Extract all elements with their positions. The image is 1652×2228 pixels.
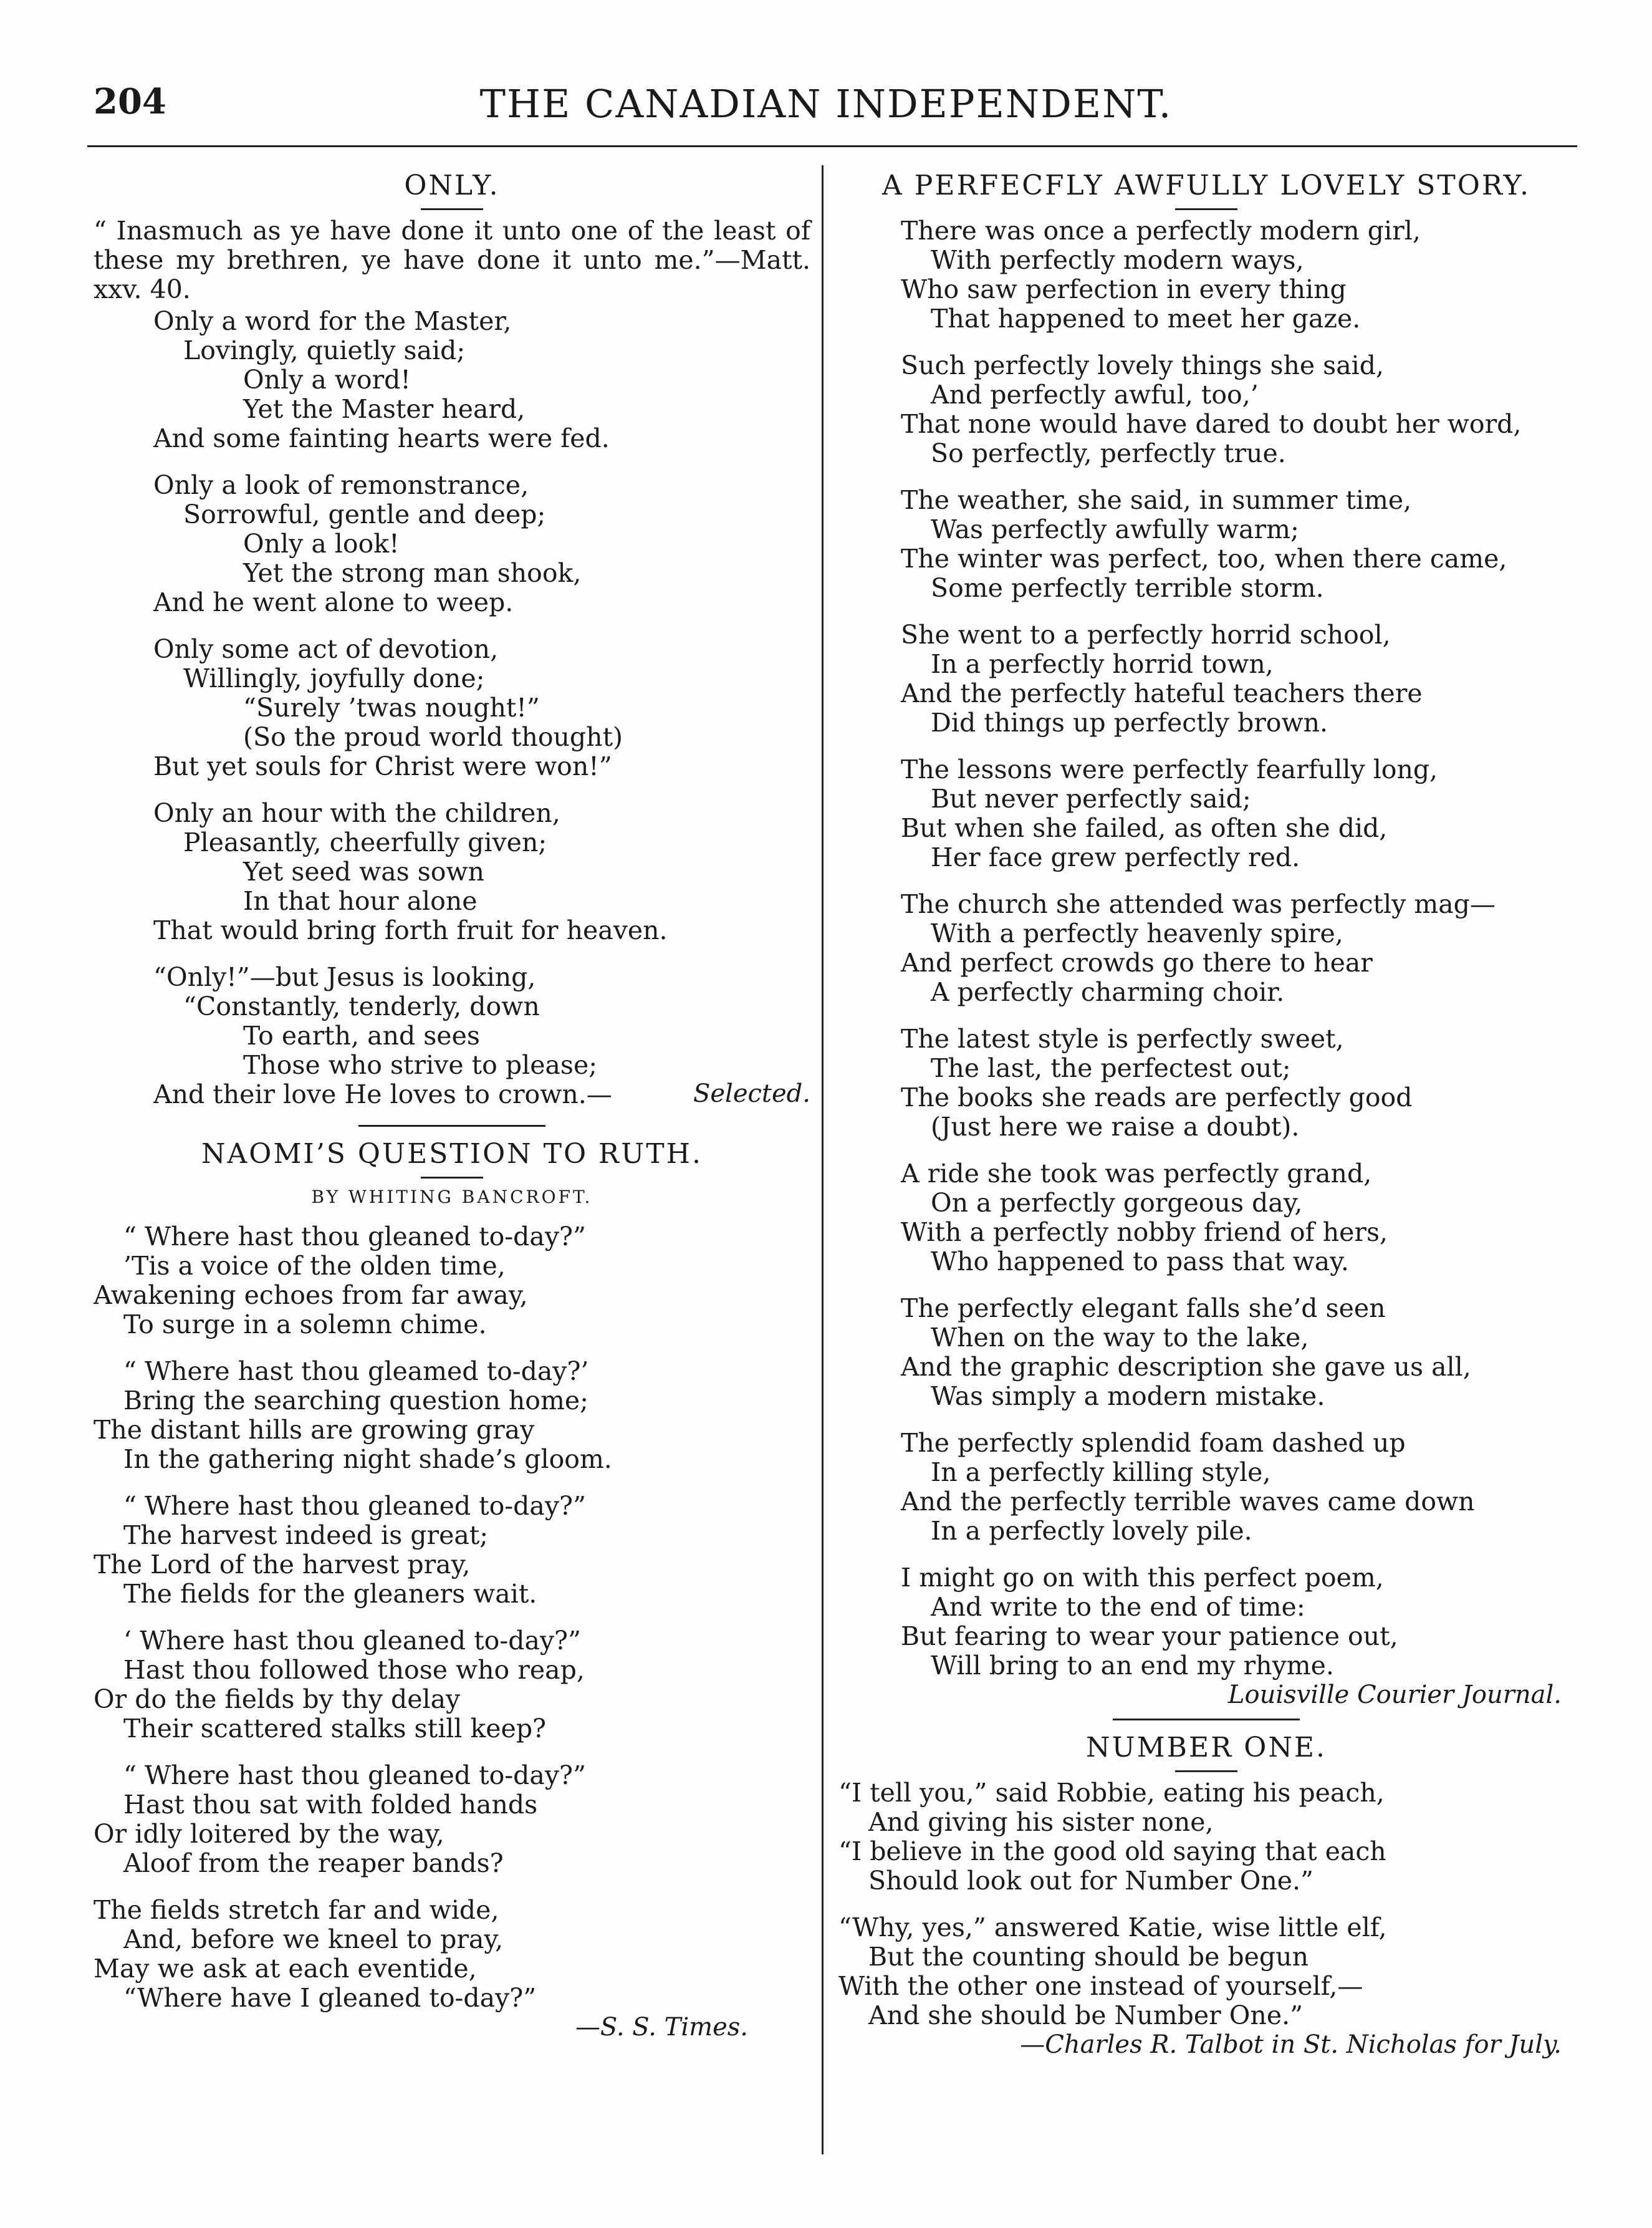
poem-line: “ Where hast thou gleaned to-day?” (123, 1760, 586, 1790)
poem-line: And the perfectly hateful teachers there (901, 678, 1423, 708)
stanza (94, 635, 810, 781)
poem-line: And, before we kneel to pray, (123, 1924, 504, 1954)
poem-naomi (94, 1137, 810, 2042)
poem-line: To earth, and sees (243, 1021, 480, 1051)
poem-title: NUMBER ONE. (1086, 1732, 1327, 1763)
poem-line: Her face grew perfectly red. (931, 842, 1300, 872)
page-header (87, 81, 1565, 137)
poem-line: Awakening echoes from far away, (94, 1280, 528, 1310)
poem-line: The fields for the gleaners wait. (123, 1579, 537, 1609)
poem-title: ONLY. (404, 170, 500, 201)
poem-line: “ Where hast thou gleaned to-day?” (123, 1222, 586, 1251)
poem-body (94, 307, 810, 1109)
poem-line: Or idly loitered by the way, (94, 1819, 444, 1849)
poem-line: Hast thou sat with folded hands (123, 1790, 538, 1820)
poem-body (838, 1778, 1574, 2030)
poem-line: The weather, she said, in summer time, (901, 485, 1412, 515)
poem-line: ’Tis a voice of the olden time, (123, 1251, 506, 1281)
poem-line: “Only!”—but Jesus is looking, (153, 962, 536, 992)
title-rule (421, 208, 483, 210)
poem-line: In a perfectly horrid town, (931, 649, 1274, 679)
stanza (838, 1025, 1574, 1142)
poem-line: The lessons were perfectly fearfully long, (901, 755, 1438, 784)
poem-line: (So the proud world thought) (243, 722, 623, 752)
poem-line: Such perfectly lovely things she said, (901, 350, 1385, 380)
poem-line: “Why, yes,” answered Katie, wise little elf, (838, 1912, 1387, 1942)
poem-line: In a perfectly lovely pile. (931, 1516, 1252, 1546)
stanza (94, 1492, 810, 1609)
poem-attribution: Louisville Courier Journal. (1227, 1681, 1562, 1709)
poem-body (94, 1222, 810, 2013)
poem-line: Who happened to pass that way. (931, 1247, 1349, 1276)
poem-line: That none would have dared to doubt her word, (901, 409, 1522, 439)
poem-line: “ Where hast thou gleamed to-day?’ (123, 1356, 589, 1386)
poem-line: That would bring forth fruit for heaven. (153, 915, 668, 945)
poem-line: The last, the perfectest out; (931, 1053, 1291, 1083)
poem-line: Will bring to an end my rhyme. (931, 1651, 1334, 1681)
epigraph: “ Inasmuch as ye have done it unto one of the least of these my brethren, ye have done it unto me.”—Matt. xxv. 40. (94, 216, 810, 304)
poem-line: Who saw perfection in every thing (901, 274, 1347, 304)
poem-line: But yet souls for Christ were won!” (153, 751, 612, 781)
stanza (838, 1913, 1574, 2030)
poem-line: Hast thou followed those who reap, (123, 1655, 585, 1685)
poem-body (838, 216, 1574, 1681)
poem-line: The winter was perfect, too, when there came, (901, 544, 1507, 574)
stanza (94, 1896, 810, 2013)
poem-line: In a perfectly killing style, (931, 1457, 1271, 1487)
stanza (838, 1563, 1574, 1681)
poem-line: And their love He loves to crown.— (153, 1079, 612, 1109)
poem-attribution: —Charles R. Talbot in St. Nicholas for July. (1020, 2030, 1562, 2059)
poem-line: And write to the end of time: (931, 1592, 1305, 1622)
stanza (94, 471, 810, 617)
poem-line: Those who strive to please; (243, 1050, 598, 1080)
poem-line: “I tell you,” said Robbie, eating his peach, (838, 1778, 1385, 1808)
poem-line: But never perfectly said; (931, 784, 1251, 814)
poem-only (94, 168, 810, 1109)
journal-title: THE CANADIAN INDEPENDENT. (479, 81, 1173, 127)
section-rule (358, 1125, 545, 1127)
poem-line: And she should be Number One.” (868, 2000, 1304, 2030)
poem-line: The fields stretch far and wide, (94, 1895, 499, 1925)
poem-line: Only a look of remonstrance, (153, 470, 529, 500)
poem-title: NAOMI’S QUESTION TO RUTH. (201, 1138, 703, 1170)
poem-line: “Where have I gleaned to-day?” (123, 1983, 537, 2013)
stanza (838, 1778, 1574, 1896)
poem-line: The church she attended was perfectly mag— (901, 889, 1496, 919)
poem-byline: BY WHITING BANCROFT. (311, 1187, 593, 1207)
poem-line: Was perfectly awfully warm; (931, 514, 1299, 544)
poem-line: Yet seed was sown (243, 857, 484, 887)
poem-line: In the gathering night shade’s gloom. (123, 1444, 612, 1474)
header-rule (87, 145, 1577, 147)
poem-line: With a perfectly heavenly spire, (931, 919, 1343, 948)
poem-line: To surge in a solemn chime. (123, 1309, 487, 1339)
title-rule (1175, 1770, 1237, 1772)
stanza (838, 620, 1574, 738)
poem-line: A perfectly charming choir. (931, 977, 1285, 1007)
poem-line: The latest style is perfectly sweet, (901, 1024, 1344, 1054)
poem-line: That happened to meet her gaze. (931, 304, 1361, 334)
column-divider (822, 165, 824, 2154)
poem-line: ‘ Where hast thou gleaned to-day?” (123, 1626, 581, 1656)
poem-line: But fearing to wear your patience out, (901, 1621, 1398, 1651)
poem-title: A PERFECFLY AWFULLY LOVELY STORY. (882, 170, 1530, 201)
poem-line: May we ask at each eventide, (94, 1954, 477, 1984)
poem-line: Only an hour with the children, (153, 798, 560, 828)
poem-line: And perfect crowds go there to hear (901, 948, 1373, 978)
poem-attribution: —S. S. Times. (575, 2013, 748, 2042)
stanza (838, 1294, 1574, 1411)
poem-line: I might go on with this perfect poem, (901, 1563, 1384, 1593)
title-rule (1175, 208, 1237, 210)
stanza (838, 351, 1574, 468)
poem-line: And giving his sister none, (868, 1807, 1214, 1837)
poem-line: The perfectly elegant falls she’d seen (901, 1293, 1386, 1323)
poem-line: Lovingly, quietly said; (183, 335, 466, 365)
poem-line: And the graphic description she gave us all, (901, 1352, 1471, 1382)
poem-line: And perfectly awful, too,’ (931, 380, 1259, 410)
poem-line: With perfectly modern ways, (931, 245, 1304, 275)
page-number: 204 (94, 81, 166, 122)
poem-line: Should look out for Number One.” (868, 1866, 1313, 1896)
poem-attribution: Selected. (693, 1079, 810, 1108)
poem-line: When on the way to the lake, (931, 1323, 1309, 1353)
poem-line: So perfectly, perfectly true. (931, 438, 1286, 468)
poem-line: There was once a perfectly modern girl, (901, 216, 1421, 246)
poem-line: Only some act of devotion, (153, 634, 499, 664)
poem-line: She went to a perfectly horrid school, (901, 620, 1391, 650)
poem-line: The harvest indeed is great; (123, 1520, 489, 1550)
stanza (94, 307, 810, 453)
stanza (94, 1626, 810, 1743)
poem-line: Willingly, joyfully done; (183, 663, 485, 693)
stanza (838, 755, 1574, 872)
poem-line: Was simply a modern mistake. (931, 1381, 1325, 1411)
poem-line: Pleasantly, cheerfully given; (183, 827, 547, 857)
poem-line: And the perfectly terrible waves came down (901, 1487, 1475, 1517)
poem-line: In that hour alone (243, 886, 478, 916)
stanza (838, 1429, 1574, 1546)
stanza (94, 1357, 810, 1474)
left-column (94, 168, 810, 2042)
poem-line: And he went alone to weep. (153, 587, 514, 617)
poem-line: Or do the fields by thy delay (94, 1684, 461, 1714)
stanza (838, 216, 1574, 334)
title-rule (421, 1177, 483, 1179)
poem-lovely-story (838, 168, 1574, 1710)
poem-line: But the counting should be begun (868, 1942, 1309, 1972)
poem-line: A ride she took was perfectly grand, (901, 1159, 1372, 1189)
poem-line: The Lord of the harvest pray, (94, 1550, 471, 1579)
poem-line: Their scattered stalks still keep? (123, 1714, 547, 1743)
stanza (94, 1761, 810, 1878)
poem-line: Aloof from the reaper bands? (123, 1848, 504, 1878)
poem-line: Bring the searching question home; (123, 1386, 588, 1415)
poem-line: The distant hills are growing gray (94, 1415, 535, 1445)
poem-line: Some perfectly terrible storm. (931, 573, 1324, 603)
poem-line: The books she reads are perfectly good (901, 1083, 1413, 1112)
poem-number-one (838, 1730, 1574, 2060)
stanza (94, 799, 810, 945)
poem-line: And some fainting hearts were fed. (153, 423, 610, 453)
poem-line: “ Where hast thou gleaned to-day?” (123, 1491, 586, 1521)
poem-line: “Surely ’twas nought!” (243, 693, 540, 723)
poem-line: But when she failed, as often she did, (901, 813, 1388, 843)
poem-line: On a perfectly gorgeous day, (931, 1188, 1303, 1218)
poem-line: With a perfectly nobby friend of hers, (901, 1217, 1388, 1247)
section-rule (1113, 1719, 1300, 1720)
poem-line: Only a look! (243, 529, 400, 559)
poem-line: “Constantly, tenderly, down (183, 991, 540, 1021)
stanza (838, 890, 1574, 1007)
right-column (838, 168, 1574, 2060)
poem-line: With the other one instead of yourself,— (838, 1971, 1363, 2001)
stanza (838, 1159, 1574, 1276)
poem-line: Only a word! (243, 365, 411, 395)
stanza (94, 1222, 810, 1339)
poem-line: The perfectly splendid foam dashed up (901, 1428, 1406, 1458)
poem-line: Did things up perfectly brown. (931, 708, 1328, 738)
poem-line: (Just here we raise a doubt). (931, 1112, 1300, 1142)
poem-line: Sorrowful, gentle and deep; (183, 499, 546, 529)
poem-line: Yet the Master heard, (243, 394, 526, 424)
poem-line: Only a word for the Master, (153, 306, 512, 336)
stanza (838, 486, 1574, 603)
poem-line: Yet the strong man shook, (243, 558, 582, 588)
poem-line: “I believe in the good old saying that each (838, 1836, 1386, 1866)
